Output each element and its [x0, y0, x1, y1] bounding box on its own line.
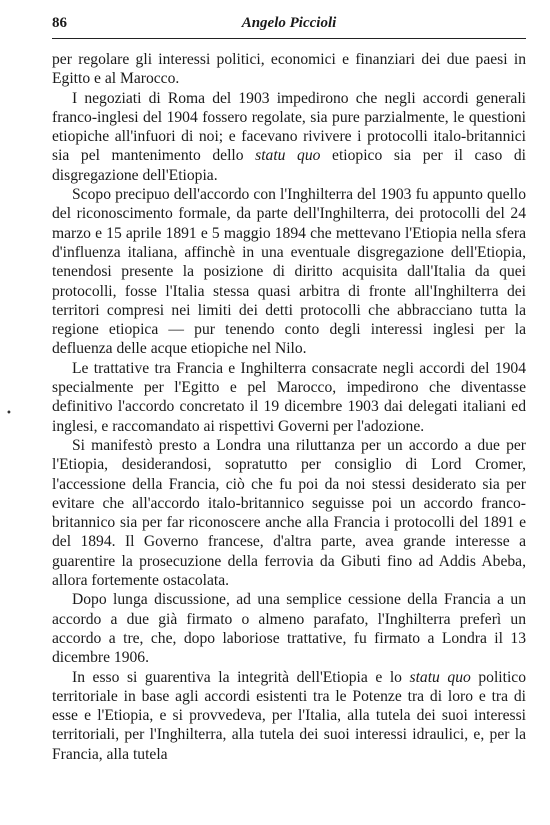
- page-header: [52, 12, 526, 39]
- text-run: politico territoriale in base agli accordi esistenti tra le Potenze tra di loro e tra di esse e l'Etiopia, e si provvedeva, per l'Italia, alla tutela dei suoi interessi territoriali, per l'Inghilterra, alla tutela dei suoi interessi idraulici, e, per la Francia, alla tutela: [52, 668, 526, 763]
- paragraph-2: [52, 89, 526, 185]
- text-run: etiopico sia per il caso di disgregazione dell'Etiopia.: [52, 147, 526, 184]
- margin-mark: •: [6, 408, 12, 419]
- italic-phrase: statu quo: [409, 668, 471, 686]
- paragraph-3: [52, 185, 526, 359]
- paragraph-1: [52, 50, 526, 89]
- italic-phrase: statu quo: [255, 147, 321, 165]
- body-text: [52, 50, 526, 764]
- paragraph-7: [52, 668, 526, 764]
- text-run: In esso si guarentiva la integrità dell'Etiopia e lo: [72, 668, 410, 686]
- text-run: I negoziati di Roma del 1903 impedirono che negli accordi generali franco-inglesi del 1904 fossero regolate, sia pure parzialmente, le questioni etiopiche all'infuori di noi; e facevano rivivere i protocolli italo-britannici sia pel mantenimento dello: [52, 89, 526, 165]
- text-run: Dopo lunga discussione, ad una semplice cessione della Francia a un accordo a due già firmato o almeno parafato, l'Inghilterra preferì un accordo a tre, che, dopo laboriose trattative, fu firmato a Londra il 13 dicembre 1906.: [52, 591, 526, 667]
- text-run: per regolare gli interessi politici, economici e finanziari dei due paesi in Egitto e al Marocco.: [52, 51, 526, 88]
- text-run: Le trattative tra Francia e Inghilterra consacrate negli accordi del 1904 specialmente per l'Egitto e pel Marocco, impedirono che diventasse definitivo l'accordo concretato il 19 dicembre 1903 dai delegati italiani ed inglesi, e raccomandato ai rispettivi Governi per l'adozione.: [52, 359, 526, 435]
- text-run: Scopo precipuo dell'accordo con l'Inghilterra del 1903 fu appunto quello del riconoscimento formale, da parte dell'Inghilterra, dei protocolli del 24 marzo e 15 aprile 1891 e 5 maggio 1894 che mettevano l'Etiopia nella sfera d'influenza italiana, affinchè in una eventuale disgregazione dell'Etiopia, tenendosi presente la posizione di diritto acquisita dall'Italia da quei protocolli, fosse l'Italia stessa quasi arbitra di fronte all'Inghilterra dei territori compresi nei limiti dei detti protocolli che abbracciano tutta la regione etiopica — pur tenendo conto degli interessi inglesi per la defluenza delle acque etiopiche nel Nilo.: [52, 186, 526, 358]
- paragraph-5: [52, 436, 526, 590]
- paragraph-6: [52, 590, 526, 667]
- running-head: Angelo Piccioli: [241, 15, 337, 31]
- paragraph-4: [52, 359, 526, 436]
- text-run: Si manifestò presto a Londra una riluttanza per un accordo a due per l'Etiopia, desiderandosi, sopratutto per consiglio di Lord Cromer, l'accessione della Francia, ciò che fu poi da noi stessi desiderato sia per evitare che all'accordo italo-britannico seguisse poi un accordo franco-britannico sia per far riconoscere anche alla Francia i protocolli del 1891 e del 1894. Il Governo francese, d'altra parte, avea grande interesse a guarentire la prosecuzione della ferrovia da Gibuti fino ad Addis Abeba, allora fortemente ostacolata.: [52, 436, 526, 590]
- page-number: 86: [52, 15, 67, 31]
